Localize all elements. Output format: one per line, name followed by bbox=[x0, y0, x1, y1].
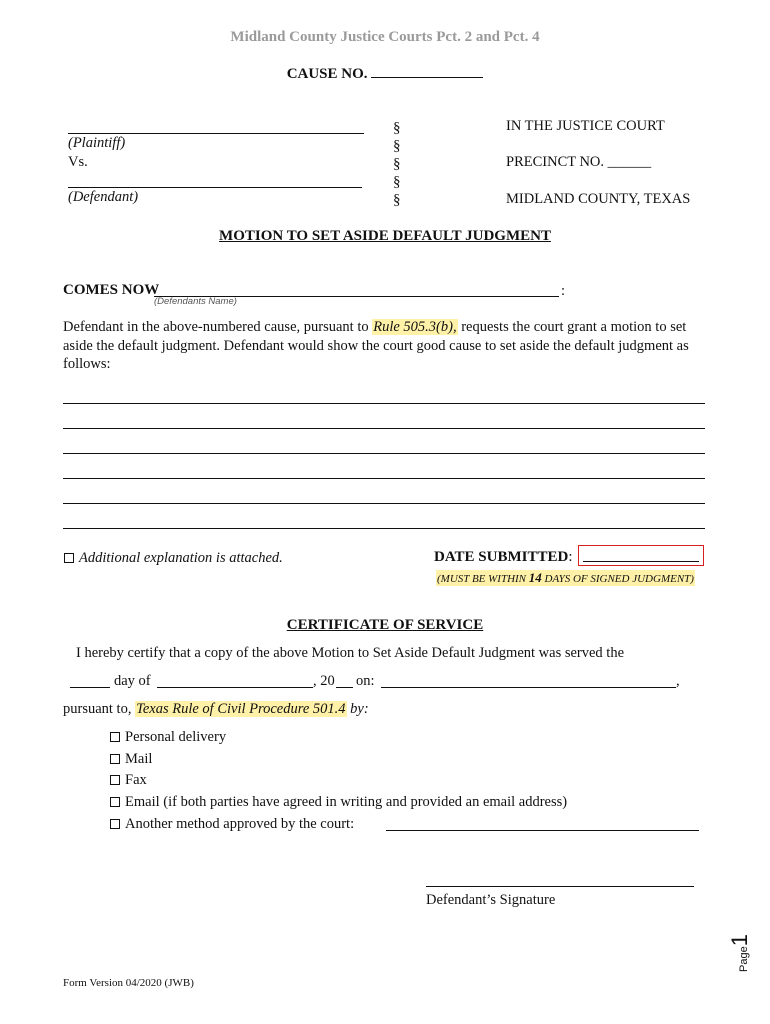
certificate-line-1: I hereby certify that a copy of the above Motion to Set Aside Default Judgment was served the bbox=[76, 645, 625, 661]
note-text-b: DAYS OF SIGNED JUDGMENT bbox=[541, 573, 691, 585]
section-symbol: § bbox=[393, 138, 401, 154]
day-field[interactable] bbox=[70, 687, 110, 688]
date-submitted-field[interactable] bbox=[578, 545, 704, 566]
explanation-line[interactable] bbox=[63, 478, 705, 479]
on-label: on: bbox=[356, 673, 375, 689]
note-days: 14 bbox=[528, 570, 542, 585]
date-submitted-label: DATE SUBMITTED bbox=[434, 549, 569, 565]
defendant-field[interactable] bbox=[68, 187, 362, 188]
defendant-label: (Defendant) bbox=[68, 189, 139, 205]
body-text-before: Defendant in the above-numbered cause, pursuant to bbox=[63, 319, 373, 335]
email-checkbox[interactable] bbox=[110, 797, 120, 807]
explanation-line[interactable] bbox=[63, 528, 705, 529]
court-line-precinct: PRECINCT NO. ______ bbox=[506, 154, 652, 170]
court-line-county: MIDLAND COUNTY, TEXAS bbox=[506, 191, 691, 207]
explanation-line[interactable] bbox=[63, 428, 705, 429]
month-field[interactable] bbox=[157, 687, 313, 688]
year-field[interactable] bbox=[336, 687, 353, 688]
pursuant-line bbox=[63, 701, 369, 718]
option-mail[interactable] bbox=[110, 751, 152, 768]
option-label: Email (if both parties have agreed in writing and provided an email address) bbox=[125, 794, 568, 810]
other-method-field[interactable] bbox=[386, 830, 699, 831]
date-submitted bbox=[434, 549, 573, 566]
section-symbol: § bbox=[393, 120, 401, 136]
additional-explanation-checkbox[interactable] bbox=[64, 553, 74, 563]
page-label: Page bbox=[738, 946, 750, 972]
comes-now-label: COMES NOW bbox=[63, 282, 160, 298]
defendant-name-hint: (Defendants Name) bbox=[154, 296, 237, 307]
signature-field[interactable] bbox=[426, 886, 694, 887]
additional-explanation[interactable] bbox=[64, 550, 283, 567]
plaintiff-label: (Plaintiff) bbox=[68, 135, 126, 151]
fax-checkbox[interactable] bbox=[110, 775, 120, 785]
service-rule: Texas Rule of Civil Procedure 501.4 bbox=[136, 701, 346, 717]
deadline-note bbox=[436, 570, 695, 586]
section-symbol: § bbox=[393, 174, 401, 190]
certificate-title: CERTIFICATE OF SERVICE bbox=[286, 617, 484, 633]
cause-number-field[interactable] bbox=[371, 63, 483, 78]
note-text-a: UST BE WITHIN bbox=[449, 573, 529, 585]
date-submitted-colon: : bbox=[568, 549, 573, 565]
explanation-line[interactable] bbox=[63, 453, 705, 454]
note-close: ) bbox=[690, 573, 694, 585]
plaintiff-field[interactable] bbox=[68, 133, 364, 134]
mail-checkbox[interactable] bbox=[110, 754, 120, 764]
section-symbol: § bbox=[393, 156, 401, 172]
body-text-after: requests the court grant a motion to set aside the default judgment. Defendant would show the court good cause to set aside the default judgment as follows: bbox=[63, 319, 689, 372]
option-label: Fax bbox=[125, 772, 147, 788]
court-header: Midland County Justice Courts Pct. 2 and Pct. 4 bbox=[230, 29, 540, 45]
personal-delivery-checkbox[interactable] bbox=[110, 732, 120, 742]
option-other-method[interactable] bbox=[110, 816, 354, 833]
motion-body bbox=[63, 318, 713, 374]
option-email[interactable] bbox=[110, 794, 567, 811]
additional-explanation-label: Additional explanation is attached. bbox=[79, 550, 283, 566]
by-label: by: bbox=[346, 701, 369, 717]
rule-reference: Rule 505.3(b), bbox=[373, 319, 457, 335]
served-on-field[interactable] bbox=[381, 687, 676, 688]
court-line-justice: IN THE JUSTICE COURT bbox=[506, 118, 665, 134]
explanation-line[interactable] bbox=[63, 503, 705, 504]
option-label: Personal delivery bbox=[125, 729, 227, 745]
motion-title: MOTION TO SET ASIDE DEFAULT JUDGMENT bbox=[219, 228, 551, 244]
other-method-checkbox[interactable] bbox=[110, 819, 120, 829]
comes-now-colon: : bbox=[561, 283, 566, 299]
option-label: Another method approved by the court: bbox=[125, 816, 355, 832]
section-symbol: § bbox=[393, 192, 401, 208]
day-of-label: day of bbox=[114, 673, 151, 689]
vs-label: Vs. bbox=[68, 154, 88, 170]
cause-label: CAUSE NO. bbox=[286, 66, 368, 82]
page-number-mark bbox=[727, 928, 755, 972]
option-fax[interactable] bbox=[110, 772, 147, 789]
page-number: 1 bbox=[727, 934, 752, 947]
option-label: Mail bbox=[125, 751, 153, 767]
form-version: Form Version 04/2020 (JWB) bbox=[63, 977, 194, 989]
signature-label: Defendant’s Signature bbox=[426, 892, 556, 908]
explanation-line[interactable] bbox=[63, 403, 705, 404]
served-on-comma: , bbox=[676, 673, 680, 689]
option-personal-delivery[interactable] bbox=[110, 729, 226, 746]
year-prefix: , 20 bbox=[313, 673, 335, 689]
pursuant-label: pursuant to, bbox=[63, 701, 136, 717]
note-open: (M bbox=[437, 573, 450, 585]
cause-number bbox=[0, 63, 770, 83]
